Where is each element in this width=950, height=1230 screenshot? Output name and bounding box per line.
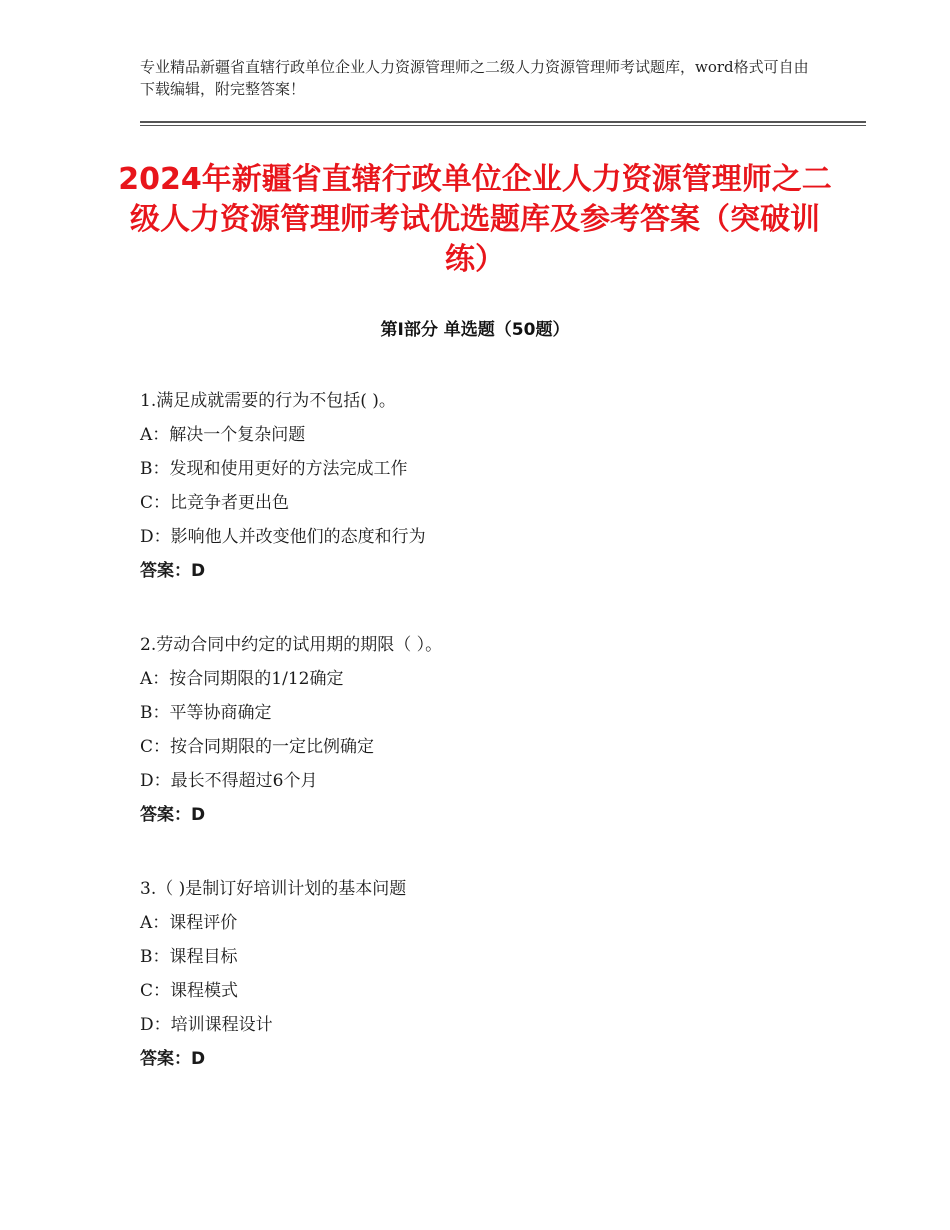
option-d: D：影响他人并改变他们的态度和行为 bbox=[140, 527, 426, 547]
option-c: C：课程模式 bbox=[140, 981, 239, 1001]
option-a: A：课程评价 bbox=[140, 913, 238, 933]
header-rule-thick bbox=[140, 121, 866, 123]
question-2 bbox=[140, 628, 840, 832]
option-c: C：比竞争者更出色 bbox=[140, 493, 290, 513]
option-b: B：课程目标 bbox=[140, 947, 238, 967]
document-title: 2024年新疆省直辖行政单位企业人力资源管理师之二级人力资源管理师考试优选题库及参考答案（突破训练） bbox=[118, 162, 832, 277]
option-d: D：培训课程设计 bbox=[140, 1015, 273, 1035]
answer: 答案：D bbox=[140, 805, 206, 825]
question-stem: 2.劳动合同中约定的试用期的期限（ ）。 bbox=[140, 635, 443, 655]
answer: 答案：D bbox=[140, 1049, 206, 1069]
question-3 bbox=[140, 872, 840, 1076]
option-b: B：平等协商确定 bbox=[140, 703, 272, 723]
question-list bbox=[140, 384, 840, 1116]
header-rule-thin bbox=[140, 125, 866, 126]
question-1 bbox=[140, 384, 840, 588]
option-d: D：最长不得超过6个月 bbox=[140, 771, 318, 791]
header-note: 专业精品新疆省直辖行政单位企业人力资源管理师之二级人力资源管理师考试题库，word格式可自由下载编辑，附完整答案！ bbox=[140, 58, 809, 98]
option-b: B：发现和使用更好的方法完成工作 bbox=[140, 459, 408, 479]
answer: 答案：D bbox=[140, 561, 206, 581]
question-stem: 1.满足成就需要的行为不包括( )。 bbox=[140, 391, 396, 411]
option-c: C：按合同期限的一定比例确定 bbox=[140, 737, 375, 757]
section-title: 第Ⅰ部分 单选题（50题） bbox=[380, 320, 570, 340]
question-stem: 3.（ )是制订好培训计划的基本问题 bbox=[140, 879, 407, 899]
option-a: A：按合同期限的1/12确定 bbox=[140, 669, 344, 689]
option-a: A：解决一个复杂问题 bbox=[140, 425, 306, 445]
